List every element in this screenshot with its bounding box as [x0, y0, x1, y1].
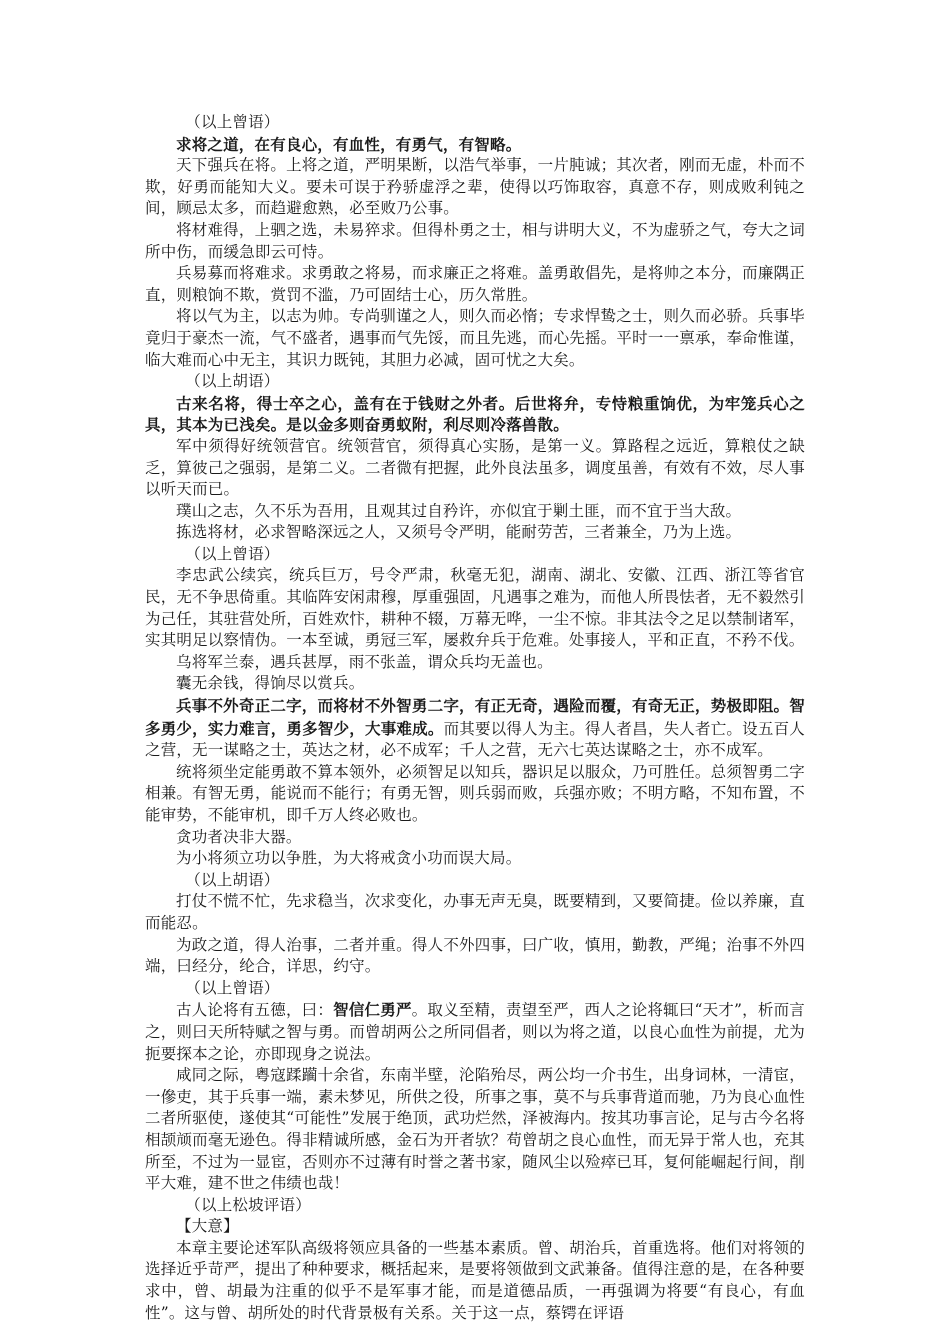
paragraph: 兵易募而将难求。求勇敢之将易，而求廉正之将难。盖勇敢倡先，是将帅之本分，而廉隅正直，则粮饷不欺，赏罚不滥，乃可固结士心，历久常胜。 [145, 264, 805, 304]
mixed-paragraph [145, 695, 805, 762]
paragraph: 军中须得好统领营官。统领营官，须得真心实肠，是第一义。算路程之远近，算粮仗之缺乏，算彼己之强弱，是第二义。二者微有把握，此外良法虽多，调度虽善，有效有不效，尽人事以听天而已。 [145, 436, 805, 499]
attribution: （以上曾语） [185, 113, 280, 131]
attribution: （以上曾语） [185, 544, 280, 563]
bold-span: 智信仁勇严 [333, 1000, 412, 1020]
bold-span: 兵事不外奇正二字，而将材不外智勇二字，有正无奇，遇险而覆，有奇无正，势极即阻。智多勇少，实力难言，勇多智少，大事难成。 [145, 696, 805, 738]
paragraph: 璞山之志，久不乐为吾用，且观其过自矜许，亦似宜于剿土匪，而不宜于当大敌。 [176, 501, 742, 520]
attribution: （以上胡语） [185, 870, 280, 889]
text-span: 古人论将有五德，曰： [176, 1001, 334, 1020]
paragraph: 为政之道，得人治事，二者并重。得人不外四事，曰广收，慎用，勤教，严绳；治事不外四端，曰经分，纶合，详思，约守。 [145, 935, 805, 976]
paragraph: 李忠武公续宾，统兵巨万，号令严肃，秋毫无犯，湖南、湖北、安徽、江西、浙江等省官民，无不争思倚重。其临阵安闲肃穆，厚重强固，凡遇事之难为，而他人所畏怯者，无不毅然引为己任，其驻营处所，百姓欢忭，耕种不辍，万幕无哗，一尘不惊。非其法令之足以禁制诸军，实其明足以察情伪。一本至诚，勇冠三军，屡救弁兵于危难。处事接人，平和正直，不矜不伐。 [145, 566, 805, 650]
paragraph: 咸同之际，粤寇蹂躏十余省，东南半壁，沦陷殆尽，两公均一介书生，出身词林，一清宦，一傪吏，其于兵事一端，素未梦见，所供之役，所事之事，莫不与兵事背道而驰，乃为良心血性二者所驱使，遂使其“可能性”发展于绝顶，武功烂然，泽被海内。按其功事言论，足与古今名将相颉颃而毫无逊色。得非精诚所感，金石为开者欤？苟曾胡之良心血性，而无异于常人也，充其所至，不过为一显宦，否则亦不过薄有时誉之著书家，随风尘以殓瘁已耳，复何能崛起行间，削平大难，建不世之伟绩也哉！ [145, 1066, 805, 1193]
attribution: （以上松坡评语） [185, 1195, 311, 1214]
paragraph: 统将须坐定能勇敢不算本领外，必须智足以知兵，器识足以服众，乃可胜任。总须智勇二字相兼。有智无勇，能说而不能行；有勇无智，则兵弱而败，兵强亦败；不明方略，不知布置，不能审势，不能审机，即千万人终必败也。 [145, 762, 805, 824]
attribution: （以上曾语） [185, 978, 280, 997]
text-span: 而其要以得人为主。得人者昌，失人者亡。设五百人之营，无一谋略之士，英达之材，必不成军；千人之营，无六七英达谋略之士，亦不成军。 [145, 719, 805, 760]
bold-paragraph: 求将之道，在有良心，有血性，有勇气，有智略。 [176, 134, 522, 154]
attribution: （以上胡语） [185, 372, 280, 391]
paragraph: 贪功者决非大器。 [176, 827, 302, 846]
paragraph: 囊无余钱，得饷尽以赏兵。 [176, 674, 365, 693]
paragraph: 拣选将材，必求智略深远之人，又须号令严明，能耐劳苦，三者兼全，乃为上选。 [176, 523, 742, 542]
text-span: 。取义至精，责望至严，西人之论将辄曰“天才”，析而言之，则曰天所特赋之智与勇。而曾胡两公之所同倡者，则以为将之道，以良心血性为前提，尤为扼要探本之论，亦即现身之说法。 [145, 1001, 805, 1063]
paragraph: 打仗不慌不忙，先求稳当，次求变化，办事无声无臭，既要精到，又要简捷。俭以养廉，直而能忍。 [145, 892, 805, 932]
paragraph: 为小将须立功以争胜，为大将戒贪小功而误大局。 [176, 849, 522, 868]
paragraph: 将材难得，上驷之选，未易猝求。但得朴勇之士，相与讲明大义，不为虚骄之气，夸大之词所中伤，而缓急即云可恃。 [145, 220, 805, 261]
bold-paragraph: 古来名将，得士卒之心，盖有在于钱财之外者。后世将弁，专恃粮重饷优，为牢笼兵心之具，其本为已浅矣。是以金多则奋勇蚁附，利尽则冷落兽散。 [145, 393, 805, 435]
paragraph: 天下强兵在将。上将之道，严明果断，以浩气举事，一片肫诚；其次者，刚而无虚，朴而不欺，好勇而能知大义。要未可误于矜骄虚浮之辈，使得以巧饰取容，真意不存，则成败利钝之间，顾忌太多，而趋避愈熟，必至败乃公事。 [145, 156, 805, 218]
paragraph: 将以气为主，以志为帅。专尚驯谨之人，则久而必惰；专求悍鸷之士，则久而必骄。兵事毕竟归于豪杰一流，气不盛者，遇事而气先馁，而且先逃，而心先摇。平时一一禀承，奉命惟谨，临大难而心中无主，其识力既钝，其胆力必减，固可忧之大矣。 [145, 307, 805, 369]
document-page [145, 112, 805, 1324]
paragraph: 本章主要论述军队高级将领应具备的一些基本素质。曾、胡治兵，首重选将。他们对将领的选择近乎苛严，提出了种种要求，概括起来，是要将领做到文武兼备。值得注意的是，在各种要求中，曾、胡最为注重的似乎不是军事才能，而是道德品质，一再强调为将要“有良心，有血性”。这与曾、胡所处的时代背景极有关系。关于这一点，蔡锷在评语 [145, 1238, 805, 1322]
section-label: 【大意】 [176, 1217, 239, 1236]
paragraph: 乌将军兰泰，遇兵甚厚，雨不张盖，谓众兵均无盖也。 [176, 652, 553, 671]
mixed-paragraph [145, 999, 805, 1065]
